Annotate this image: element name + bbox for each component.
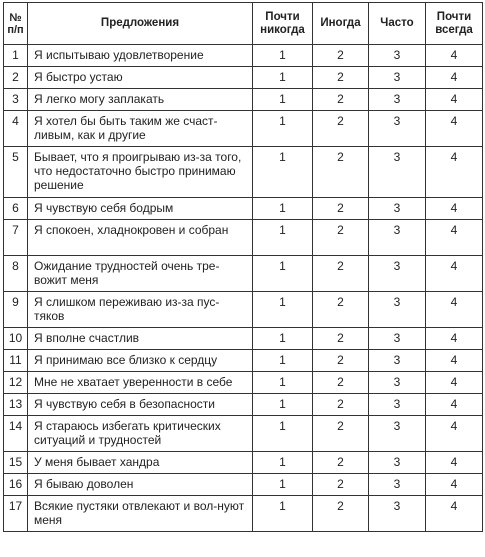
row-number: 15	[4, 452, 28, 474]
table-row	[4, 416, 483, 452]
row-statement: Я вполне счастлив	[28, 328, 253, 350]
value-almost-never: 1	[253, 256, 313, 292]
row-number: 4	[4, 111, 28, 147]
value-almost-always: 4	[426, 111, 483, 147]
value-almost-never: 1	[253, 394, 313, 416]
value-often: 3	[369, 452, 426, 474]
table-row	[4, 394, 483, 416]
row-statement: Ожидание трудностей очень тре-вожит меня	[28, 256, 253, 292]
table-row	[4, 496, 483, 532]
table-row	[4, 147, 483, 198]
table-row	[4, 198, 483, 220]
row-number: 12	[4, 372, 28, 394]
value-often: 3	[369, 350, 426, 372]
table-row	[4, 111, 483, 147]
value-often: 3	[369, 372, 426, 394]
table-row	[4, 45, 483, 67]
table-row	[4, 350, 483, 372]
value-almost-never: 1	[253, 67, 313, 89]
value-almost-always: 4	[426, 147, 483, 198]
value-almost-never: 1	[253, 474, 313, 496]
row-statement: Я стараюсь избегать критических ситуаций и трудностей	[28, 416, 253, 452]
row-statement: Я легко могу заплакать	[28, 89, 253, 111]
value-almost-never: 1	[253, 292, 313, 328]
value-almost-always: 4	[426, 474, 483, 496]
value-sometimes: 2	[313, 292, 369, 328]
header-number	[4, 3, 28, 45]
value-sometimes: 2	[313, 111, 369, 147]
row-number: 14	[4, 416, 28, 452]
header-sometimes-label: Иногда	[320, 17, 361, 29]
value-almost-never: 1	[253, 452, 313, 474]
row-number: 9	[4, 292, 28, 328]
value-sometimes: 2	[313, 452, 369, 474]
value-often: 3	[369, 67, 426, 89]
value-often: 3	[369, 147, 426, 198]
value-sometimes: 2	[313, 67, 369, 89]
value-often: 3	[369, 394, 426, 416]
row-statement: Я слишком переживаю из-за пус-тяков	[28, 292, 253, 328]
row-statement: Я принимаю все близко к сердцу	[28, 350, 253, 372]
table-row	[4, 220, 483, 256]
row-number: 7	[4, 220, 28, 256]
row-statement: Я хотел бы быть таким же счаст-ливым, как и другие	[28, 111, 253, 147]
value-almost-always: 4	[426, 394, 483, 416]
value-almost-always: 4	[426, 496, 483, 532]
value-almost-never: 1	[253, 198, 313, 220]
row-number: 2	[4, 67, 28, 89]
value-almost-never: 1	[253, 328, 313, 350]
table-row	[4, 452, 483, 474]
value-often: 3	[369, 256, 426, 292]
header-almost-never-label: Почти никогда	[260, 10, 305, 36]
row-number: 17	[4, 496, 28, 532]
value-often: 3	[369, 416, 426, 452]
value-often: 3	[369, 45, 426, 67]
value-almost-never: 1	[253, 147, 313, 198]
value-sometimes: 2	[313, 496, 369, 532]
value-almost-always: 4	[426, 452, 483, 474]
row-number: 10	[4, 328, 28, 350]
value-sometimes: 2	[313, 416, 369, 452]
row-statement: Я бываю доволен	[28, 474, 253, 496]
value-almost-never: 1	[253, 372, 313, 394]
value-sometimes: 2	[313, 372, 369, 394]
value-almost-always: 4	[426, 67, 483, 89]
table-row	[4, 89, 483, 111]
value-almost-never: 1	[253, 220, 313, 256]
row-number: 11	[4, 350, 28, 372]
value-often: 3	[369, 220, 426, 256]
value-almost-always: 4	[426, 198, 483, 220]
row-number: 1	[4, 45, 28, 67]
value-sometimes: 2	[313, 220, 369, 256]
header-almost-always-label: Почти всегда	[435, 10, 473, 36]
value-almost-always: 4	[426, 256, 483, 292]
value-almost-always: 4	[426, 416, 483, 452]
row-statement: Бывает, что я проигрываю из-за того, что недостаточно быстро принимаю решение	[28, 147, 253, 198]
value-almost-always: 4	[426, 350, 483, 372]
row-statement: Всякие пустяки отвлекают и вол-нуют меня	[28, 496, 253, 532]
row-number: 16	[4, 474, 28, 496]
value-almost-always: 4	[426, 89, 483, 111]
row-statement: Я чувствую себя в безопасности	[28, 394, 253, 416]
value-often: 3	[369, 89, 426, 111]
row-statement: Я чувствую себя бодрым	[28, 198, 253, 220]
table-header	[4, 3, 483, 45]
value-often: 3	[369, 496, 426, 532]
header-often	[369, 3, 426, 45]
table-row	[4, 474, 483, 496]
value-sometimes: 2	[313, 89, 369, 111]
row-statement: Я быстро устаю	[28, 67, 253, 89]
value-sometimes: 2	[313, 394, 369, 416]
value-almost-never: 1	[253, 496, 313, 532]
value-almost-never: 1	[253, 111, 313, 147]
value-sometimes: 2	[313, 256, 369, 292]
table-body	[4, 45, 483, 532]
row-statement: Я спокоен, хладнокровен и собран	[28, 220, 253, 256]
table-row	[4, 292, 483, 328]
header-almost-never	[253, 3, 313, 45]
value-often: 3	[369, 328, 426, 350]
value-almost-never: 1	[253, 45, 313, 67]
value-almost-never: 1	[253, 89, 313, 111]
table-row	[4, 372, 483, 394]
table-row	[4, 256, 483, 292]
header-often-label: Часто	[380, 17, 414, 29]
value-almost-always: 4	[426, 328, 483, 350]
row-number: 5	[4, 147, 28, 198]
header-sometimes	[313, 3, 369, 45]
value-almost-always: 4	[426, 372, 483, 394]
questionnaire-table	[3, 2, 483, 532]
value-almost-always: 4	[426, 45, 483, 67]
value-often: 3	[369, 474, 426, 496]
value-often: 3	[369, 292, 426, 328]
row-number: 8	[4, 256, 28, 292]
header-statement-label: Предложения	[100, 17, 180, 29]
value-sometimes: 2	[313, 198, 369, 220]
value-almost-always: 4	[426, 292, 483, 328]
value-almost-always: 4	[426, 220, 483, 256]
table-row	[4, 328, 483, 350]
value-sometimes: 2	[313, 45, 369, 67]
row-number: 13	[4, 394, 28, 416]
row-number: 3	[4, 89, 28, 111]
header-almost-always	[426, 3, 483, 45]
value-sometimes: 2	[313, 350, 369, 372]
value-sometimes: 2	[313, 147, 369, 198]
value-almost-never: 1	[253, 350, 313, 372]
value-sometimes: 2	[313, 474, 369, 496]
row-statement: Я испытываю удовлетворение	[28, 45, 253, 67]
value-often: 3	[369, 111, 426, 147]
value-almost-never: 1	[253, 416, 313, 452]
value-sometimes: 2	[313, 328, 369, 350]
row-number: 6	[4, 198, 28, 220]
row-statement: У меня бывает хандра	[28, 452, 253, 474]
header-number-label: № п/п	[7, 11, 24, 36]
table-row	[4, 67, 483, 89]
value-often: 3	[369, 198, 426, 220]
header-statement	[28, 3, 253, 45]
row-statement: Мне не хватает уверенности в себе	[28, 372, 253, 394]
